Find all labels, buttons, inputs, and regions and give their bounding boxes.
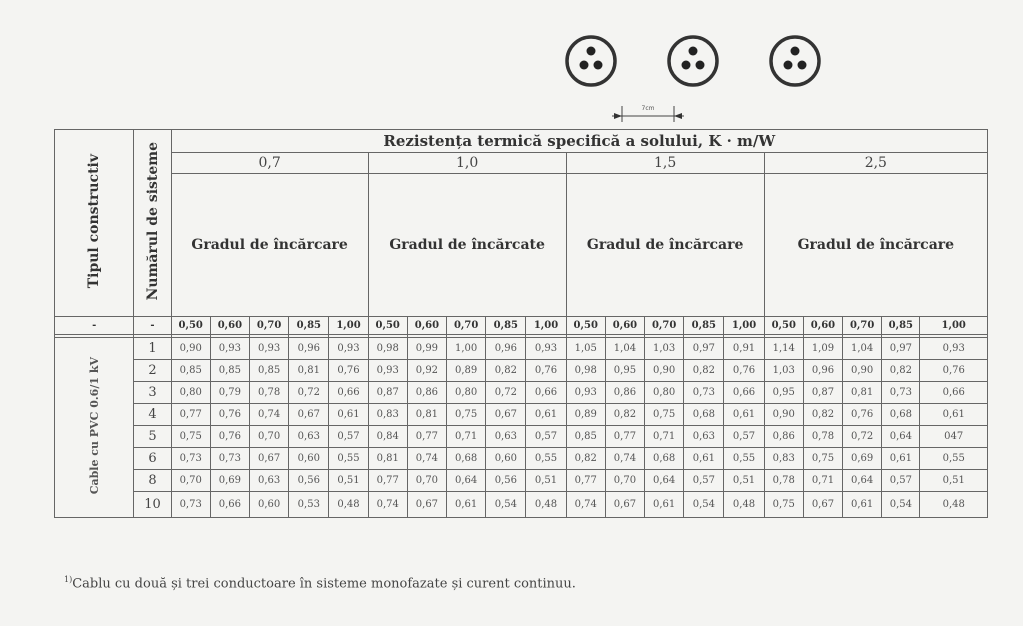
- spacing-label: 7cm: [641, 105, 655, 112]
- factor-cell: 0,83: [368, 404, 407, 426]
- factor-cell: 0,92: [407, 360, 446, 382]
- footnote-marker: 1): [64, 575, 73, 584]
- load-value-cell: 0,50: [171, 317, 210, 335]
- load-degree-header: Gradul de încărcare: [566, 174, 764, 317]
- factor-cell: 0,77: [407, 426, 446, 448]
- factor-cell: 0,57: [329, 426, 368, 448]
- load-value-cell: 1,00: [724, 317, 764, 335]
- factor-cell: 0,97: [684, 338, 724, 360]
- factor-cell: 0,48: [526, 492, 566, 518]
- factor-cell: 0,89: [566, 404, 605, 426]
- factor-cell: 0,73: [171, 492, 210, 518]
- factor-cell: 0,76: [920, 360, 988, 382]
- factor-cell: 0,66: [920, 382, 988, 404]
- factor-cell: 0,85: [250, 360, 289, 382]
- factor-cell: 0,61: [526, 404, 566, 426]
- factor-cell: 1,04: [605, 338, 644, 360]
- load-value-cell: 0,60: [803, 317, 842, 335]
- tipul-constructiv-header: [55, 130, 134, 317]
- factor-cell: 0,86: [764, 426, 803, 448]
- factor-cell: 0,89: [447, 360, 486, 382]
- system-count-cell: 8: [134, 470, 171, 492]
- factor-cell: 1,05: [566, 338, 605, 360]
- numarul-sisteme-label: Numărul de sisteme: [144, 141, 161, 301]
- system-count-cell: 2: [134, 360, 171, 382]
- factor-cell: 0,64: [882, 426, 920, 448]
- factor-cell: 0,57: [684, 470, 724, 492]
- factor-cell: 1,14: [764, 338, 803, 360]
- factor-cell: 0,63: [289, 426, 329, 448]
- factor-cell: 0,75: [645, 404, 684, 426]
- factor-cell: 0,77: [605, 426, 644, 448]
- factor-cell: 0,55: [329, 448, 368, 470]
- factor-cell: 0,81: [368, 448, 407, 470]
- factor-cell: 0,60: [486, 448, 526, 470]
- factor-cell: 0,78: [250, 382, 289, 404]
- factor-cell: 0,73: [882, 382, 920, 404]
- factor-cell: 0,79: [210, 382, 249, 404]
- factor-cell: 0,73: [210, 448, 249, 470]
- factor-cell: 0,93: [526, 338, 566, 360]
- factor-cell: 0,67: [605, 492, 644, 518]
- factor-cell: 0,69: [843, 448, 882, 470]
- system-count-cell: 6: [134, 448, 171, 470]
- factor-cell: 0,97: [882, 338, 920, 360]
- factor-cell: 0,95: [605, 360, 644, 382]
- factor-cell: 0,76: [210, 426, 249, 448]
- factor-cell: 0,72: [289, 382, 329, 404]
- factor-cell: 0,86: [407, 382, 446, 404]
- system-count-cell: 1: [134, 338, 171, 360]
- three-core-cable-icon: [564, 34, 618, 88]
- factor-cell: 0,96: [486, 338, 526, 360]
- factor-cell: 0,76: [843, 404, 882, 426]
- cable-type-cell: [55, 338, 134, 518]
- factor-cell: 0,61: [724, 404, 764, 426]
- factor-cell: 0,76: [724, 360, 764, 382]
- factor-cell: 0,77: [368, 470, 407, 492]
- load-value-cell: 0,60: [407, 317, 446, 335]
- footnote-text: Cablu cu două și trei conductoare în sisteme monofazate și curent continuu.: [72, 576, 576, 592]
- load-values-row: [55, 317, 988, 335]
- factor-cell: 0,78: [764, 470, 803, 492]
- factor-cell: 0,67: [407, 492, 446, 518]
- factor-cell: 0,48: [920, 492, 988, 518]
- factor-cell: 0,56: [289, 470, 329, 492]
- load-value-cell: 1,00: [526, 317, 566, 335]
- factor-cell: 1,04: [843, 338, 882, 360]
- load-degree-row: [55, 174, 988, 317]
- factor-cell: 0,54: [684, 492, 724, 518]
- factor-cell: 0,61: [920, 404, 988, 426]
- system-count-cell: 3: [134, 382, 171, 404]
- factor-cell: 0,73: [684, 382, 724, 404]
- factor-cell: 0,68: [447, 448, 486, 470]
- factor-cell: 0,75: [764, 492, 803, 518]
- factor-cell: 0,80: [645, 382, 684, 404]
- factor-cell: 0,70: [250, 426, 289, 448]
- table-row: [55, 404, 988, 426]
- factor-cell: 0,61: [882, 448, 920, 470]
- factor-cell: 0,68: [882, 404, 920, 426]
- table-row: [55, 360, 988, 382]
- factor-cell: 0,93: [210, 338, 249, 360]
- factor-cell: 0,86: [605, 382, 644, 404]
- table-row: [55, 448, 988, 470]
- factor-cell: 0,66: [329, 382, 368, 404]
- factor-cell: 0,57: [724, 426, 764, 448]
- factor-cell: 0,96: [803, 360, 842, 382]
- factor-cell: 0,91: [724, 338, 764, 360]
- load-value-cell: 0,50: [764, 317, 803, 335]
- load-value-cell: 0,85: [289, 317, 329, 335]
- factor-cell: 0,61: [645, 492, 684, 518]
- table-row: [55, 426, 988, 448]
- factor-cell: 0,76: [329, 360, 368, 382]
- factor-cell: 047: [920, 426, 988, 448]
- factor-cell: 0,48: [724, 492, 764, 518]
- factor-cell: 0,70: [171, 470, 210, 492]
- factor-cell: 0,71: [447, 426, 486, 448]
- factor-cell: 0,93: [329, 338, 368, 360]
- system-count-cell: 5: [134, 426, 171, 448]
- load-value-cell: 0,85: [684, 317, 724, 335]
- factor-cell: 0,51: [329, 470, 368, 492]
- factor-cell: 0,56: [486, 470, 526, 492]
- factor-cell: 0,71: [803, 470, 842, 492]
- table-body: [55, 338, 988, 518]
- table-row: [55, 338, 988, 360]
- factor-cell: 0,69: [210, 470, 249, 492]
- load-value-cell: 0,50: [368, 317, 407, 335]
- factor-cell: 0,76: [526, 360, 566, 382]
- factor-cell: 0,53: [289, 492, 329, 518]
- three-core-cable-icon: [666, 34, 720, 88]
- factor-cell: 0,75: [447, 404, 486, 426]
- factor-cell: 0,64: [843, 470, 882, 492]
- factor-cell: 0,75: [171, 426, 210, 448]
- factor-cell: 0,51: [920, 470, 988, 492]
- load-value-cell: 0,50: [566, 317, 605, 335]
- factor-cell: 0,75: [803, 448, 842, 470]
- load-value-cell: 0,70: [843, 317, 882, 335]
- factor-cell: 0,82: [882, 360, 920, 382]
- factor-cell: 0,54: [882, 492, 920, 518]
- table-title: Rezistența termică specifică a solului, K · m/W: [171, 130, 987, 153]
- factor-cell: 0,64: [447, 470, 486, 492]
- factor-cell: 0,71: [645, 426, 684, 448]
- factor-cell: 1,09: [803, 338, 842, 360]
- factor-cell: 0,61: [329, 404, 368, 426]
- factor-cell: 0,85: [171, 360, 210, 382]
- factor-cell: 0,77: [566, 470, 605, 492]
- load-value-cell: 1,00: [920, 317, 988, 335]
- resistivity-header: 0,7: [171, 153, 368, 174]
- factor-cell: 0,90: [764, 404, 803, 426]
- factor-cell: 0,81: [843, 382, 882, 404]
- factor-cell: 0,77: [171, 404, 210, 426]
- factor-cell: 0,83: [764, 448, 803, 470]
- factor-cell: 0,73: [171, 448, 210, 470]
- table-row: [55, 470, 988, 492]
- factor-cell: 0,82: [566, 448, 605, 470]
- factor-cell: 0,66: [724, 382, 764, 404]
- numarul-sisteme-header: [134, 130, 171, 317]
- factor-cell: 0,67: [250, 448, 289, 470]
- factor-cell: 0,63: [486, 426, 526, 448]
- factor-cell: 0,67: [803, 492, 842, 518]
- factor-cell: 0,66: [210, 492, 249, 518]
- factor-cell: 0,82: [605, 404, 644, 426]
- factor-cell: 0,82: [803, 404, 842, 426]
- factor-cell: 0,90: [645, 360, 684, 382]
- factor-cell: 0,54: [486, 492, 526, 518]
- system-count-cell: 4: [134, 404, 171, 426]
- factor-cell: 1,03: [764, 360, 803, 382]
- load-value-cell: 1,00: [329, 317, 368, 335]
- factor-cell: 0,55: [526, 448, 566, 470]
- factor-cell: 0,81: [289, 360, 329, 382]
- factor-cell: 0,68: [645, 448, 684, 470]
- factor-cell: 0,63: [250, 470, 289, 492]
- factor-cell: 0,64: [645, 470, 684, 492]
- factor-cell: 0,61: [684, 448, 724, 470]
- factor-cell: 0,70: [407, 470, 446, 492]
- factor-cell: 0,82: [486, 360, 526, 382]
- factor-cell: 0,90: [843, 360, 882, 382]
- factor-cell: 0,60: [289, 448, 329, 470]
- factor-cell: 0,81: [407, 404, 446, 426]
- table-row: [55, 492, 988, 518]
- resistivity-header: 1,5: [566, 153, 764, 174]
- load-value-cell: 0,70: [645, 317, 684, 335]
- factor-cell: 0,70: [605, 470, 644, 492]
- factor-cell: 0,72: [843, 426, 882, 448]
- resistivity-header: 1,0: [368, 153, 566, 174]
- factor-cell: 0,76: [210, 404, 249, 426]
- factor-cell: 0,80: [171, 382, 210, 404]
- factor-cell: 0,78: [803, 426, 842, 448]
- factor-cell: 0,98: [566, 360, 605, 382]
- factor-cell: 0,96: [289, 338, 329, 360]
- factor-cell: 0,57: [882, 470, 920, 492]
- factor-cell: 0,82: [684, 360, 724, 382]
- factor-cell: 0,60: [250, 492, 289, 518]
- resistivity-row: [55, 153, 988, 174]
- factor-cell: 0,85: [210, 360, 249, 382]
- factor-cell: 1,00: [447, 338, 486, 360]
- load-value-cell: 0,70: [250, 317, 289, 335]
- factor-cell: 0,95: [764, 382, 803, 404]
- factor-cell: 0,74: [605, 448, 644, 470]
- factor-cell: 0,98: [368, 338, 407, 360]
- tipul-constructiv-label: Tipul constructiv: [86, 153, 103, 289]
- factor-cell: 0,51: [526, 470, 566, 492]
- factor-cell: 0,93: [250, 338, 289, 360]
- load-degree-header: Gradul de încărcare: [764, 174, 987, 317]
- factor-cell: 0,93: [920, 338, 988, 360]
- system-count-cell: 10: [134, 492, 171, 518]
- factor-cell: 0,74: [407, 448, 446, 470]
- factor-cell: 0,57: [526, 426, 566, 448]
- load-value-cell: 0,70: [447, 317, 486, 335]
- factor-cell: 0,84: [368, 426, 407, 448]
- factor-cell: 1,03: [645, 338, 684, 360]
- dash-cell: -: [134, 317, 171, 335]
- factor-cell: 0,72: [486, 382, 526, 404]
- cable-type-label: Cable cu PVC 0.6/1 kV: [87, 357, 101, 495]
- factor-cell: 0,61: [447, 492, 486, 518]
- load-value-cell: 0,85: [486, 317, 526, 335]
- dash-cell: -: [55, 317, 134, 335]
- factor-cell: 0,61: [843, 492, 882, 518]
- factor-cell: 0,55: [920, 448, 988, 470]
- factor-cell: 0,55: [724, 448, 764, 470]
- factor-cell: 0,90: [171, 338, 210, 360]
- table-row: [55, 382, 988, 404]
- correction-factor-table: [54, 129, 988, 518]
- factor-cell: 0,74: [250, 404, 289, 426]
- factor-cell: 0,48: [329, 492, 368, 518]
- header-title-row: [55, 130, 988, 153]
- factor-cell: 0,85: [566, 426, 605, 448]
- factor-cell: 0,67: [486, 404, 526, 426]
- load-value-cell: 0,60: [605, 317, 644, 335]
- factor-cell: 0,74: [368, 492, 407, 518]
- footnote: [64, 575, 576, 591]
- factor-cell: 0,99: [407, 338, 446, 360]
- resistivity-header: 2,5: [764, 153, 987, 174]
- factor-cell: 0,87: [803, 382, 842, 404]
- load-value-cell: 0,85: [882, 317, 920, 335]
- factor-cell: 0,93: [368, 360, 407, 382]
- cable-arrangement-diagram: [560, 28, 830, 128]
- factor-cell: 0,80: [447, 382, 486, 404]
- factor-cell: 0,87: [368, 382, 407, 404]
- factor-cell: 0,93: [566, 382, 605, 404]
- factor-cell: 0,66: [526, 382, 566, 404]
- factor-cell: 0,68: [684, 404, 724, 426]
- load-degree-header: Gradul de încărcare: [171, 174, 368, 317]
- cable-spacing-dimension: [612, 106, 684, 128]
- load-degree-header: Gradul de încărcate: [368, 174, 566, 317]
- factor-cell: 0,67: [289, 404, 329, 426]
- load-value-cell: 0,60: [210, 317, 249, 335]
- factor-cell: 0,74: [566, 492, 605, 518]
- three-core-cable-icon: [768, 34, 822, 88]
- factor-cell: 0,63: [684, 426, 724, 448]
- factor-cell: 0,51: [724, 470, 764, 492]
